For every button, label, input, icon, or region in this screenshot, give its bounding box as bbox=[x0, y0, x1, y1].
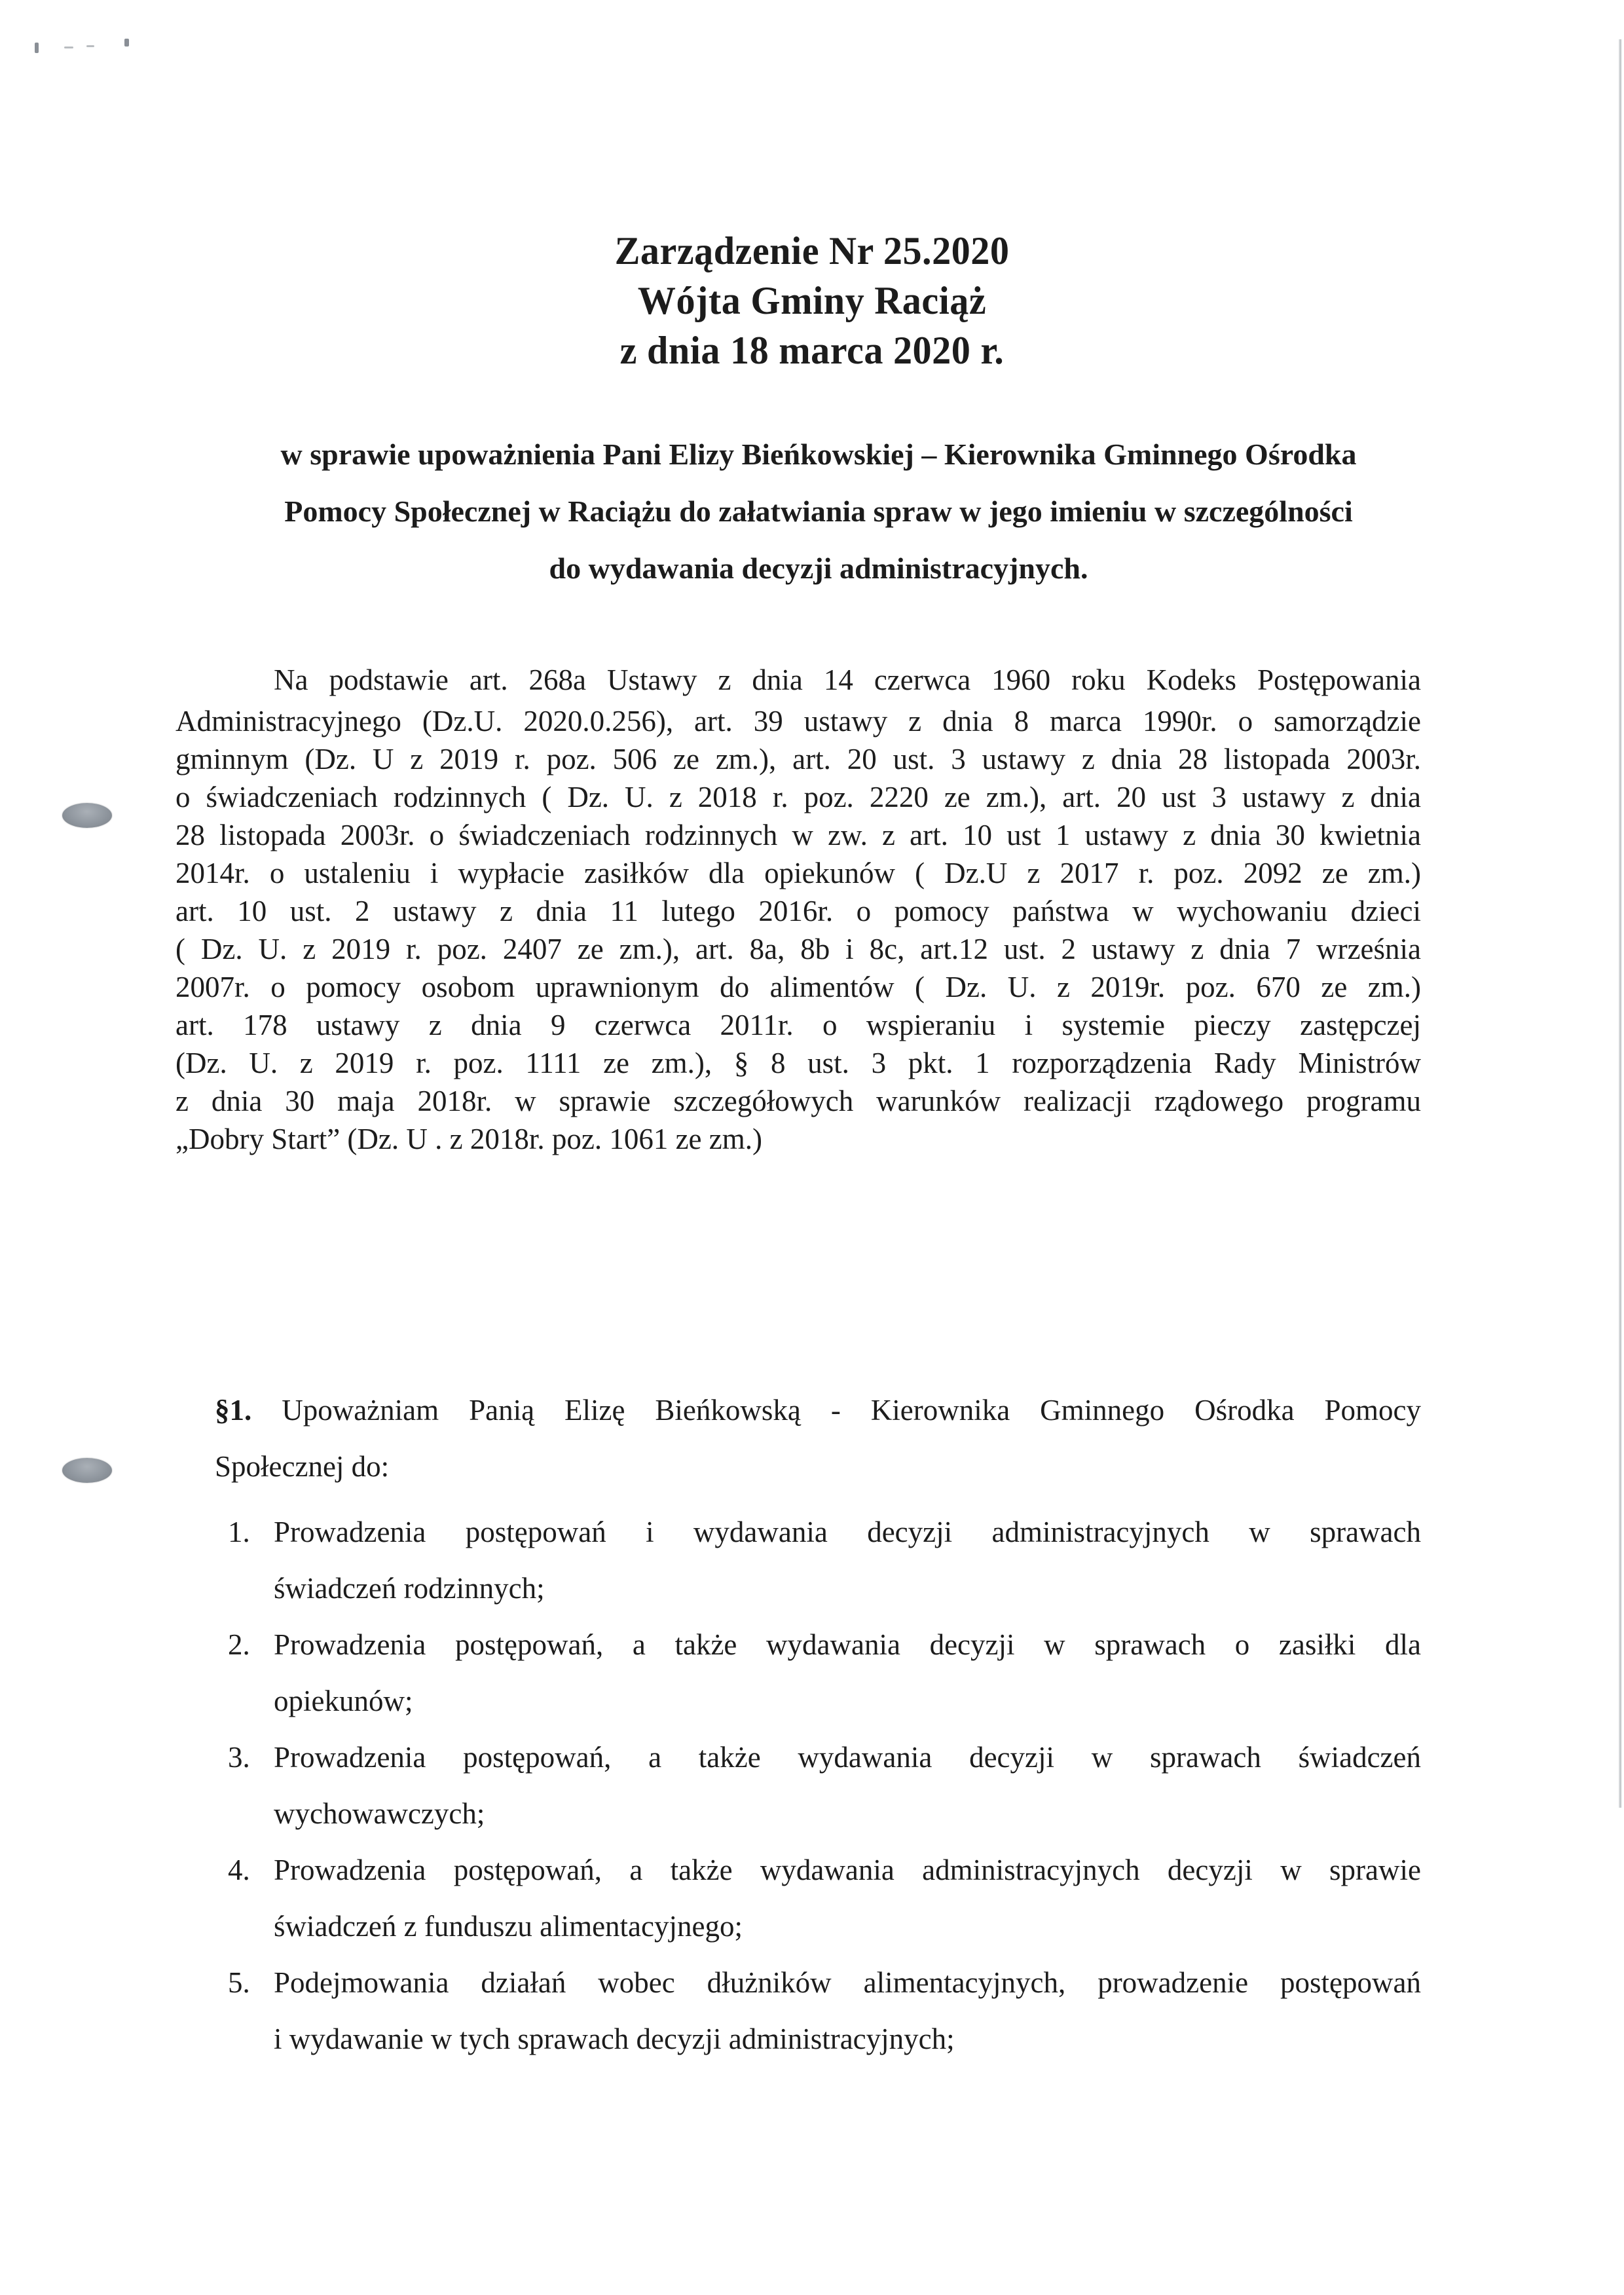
paragraph-line: Na podstawie art. 268a Ustawy z dnia 14 czerwca 1960 roku Kodeks Postępowania bbox=[274, 663, 1421, 696]
paragraph-line: 2007r. o pomocy osobom uprawnionym do alimentów ( Dz. U. z 2019r. poz. 670 ze zm.) bbox=[175, 971, 1421, 1003]
list-item-line: opiekunów; bbox=[274, 1685, 413, 1717]
paragraph-line: 2014r. o ustaleniu i wypłacie zasiłków dla opiekunów ( Dz.U z 2017 r. poz. 2092 ze zm.) bbox=[175, 857, 1421, 889]
list-item-line: wychowawczych; bbox=[274, 1797, 485, 1830]
section-1 bbox=[215, 1391, 1421, 1485]
paragraph-line: ( Dz. U. z 2019 r. poz. 2407 ze zm.), art. 8a, 8b i 8c, art.12 ust. 2 ustawy z dnia 7 września bbox=[175, 933, 1421, 965]
paragraph-line: z dnia 30 maja 2018r. w sprawie szczegółowych warunków realizacji rządowego programu bbox=[175, 1085, 1421, 1117]
paragraph-line: Administracyjnego (Dz.U. 2020.0.256), art. 39 ustawy z dnia 8 marca 1990r. o samorządzie bbox=[175, 705, 1421, 737]
section-1-second-line: Społecznej do: bbox=[215, 1450, 390, 1483]
subject-line: do wydawania decyzji administracyjnych. bbox=[549, 551, 1088, 585]
list-item-number: 3. bbox=[228, 1741, 250, 1774]
paragraph-line: gminnym (Dz. U z 2019 r. poz. 506 ze zm.), art. 20 ust. 3 ustawy z dnia 28 listopada 2003r. bbox=[175, 743, 1421, 775]
document-title bbox=[0, 226, 1624, 375]
list-item-number: 5. bbox=[228, 1966, 250, 1999]
paragraph-line: (Dz. U. z 2019 r. poz. 1111 ze zm.), § 8 ust. 3 pkt. 1 rozporządzenia Rady Ministrów bbox=[175, 1047, 1421, 1079]
title-line-issuer: Wójta Gminy Raciąż bbox=[637, 279, 987, 322]
paragraph-line: 28 listopada 2003r. o świadczeniach rodzinnych w zw. z art. 10 ust 1 ustawy z dnia 30 kwietnia bbox=[175, 819, 1421, 851]
list-item-line: i wydawanie w tych sprawach decyzji administracyjnych; bbox=[274, 2023, 955, 2055]
list-item-line: Prowadzenia postępowań, a także wydawania decyzji w sprawach świadczeń bbox=[274, 1741, 1421, 1774]
list-item-line: świadczeń rodzinnych; bbox=[274, 1572, 545, 1605]
list-item-number: 4. bbox=[228, 1854, 250, 1886]
paragraph-line: „Dobry Start” (Dz. U . z 2018r. poz. 1061 ze zm.) bbox=[175, 1123, 762, 1155]
legal-basis-paragraph bbox=[175, 662, 1421, 1159]
paragraph-line: art. 10 ust. 2 ustawy z dnia 11 lutego 2016r. o pomocy państwa w wychowaniu dzieci bbox=[175, 895, 1421, 927]
list-item-number: 2. bbox=[228, 1628, 250, 1661]
list-item-line: Podejmowania działań wobec dłużników alimentacyjnych, prowadzenie postępowań bbox=[274, 1966, 1421, 1999]
scan-corner-marks bbox=[33, 36, 138, 56]
list-item-number: 1. bbox=[228, 1516, 250, 1548]
list-item-line: Prowadzenia postępowań, a także wydawania administracyjnych decyzji w sprawie bbox=[274, 1854, 1421, 1886]
punch-hole-top bbox=[62, 803, 112, 828]
section-text: Upoważniam Panią Elizę Bieńkowską - Kierownika Gminnego Ośrodka Pomocy bbox=[282, 1394, 1421, 1427]
title-line-ordinance-number: Zarządzenie Nr 25.2020 bbox=[614, 229, 1010, 272]
paragraph-line: art. 178 ustawy z dnia 9 czerwca 2011r. o wspieraniu i systemie pieczy zastępczej bbox=[175, 1009, 1421, 1041]
punch-hole-bottom bbox=[62, 1458, 112, 1483]
list-item-line: Prowadzenia postępowań i wydawania decyzji administracyjnych w sprawach bbox=[274, 1516, 1421, 1548]
document-subject bbox=[196, 426, 1441, 597]
title-line-date: z dnia 18 marca 2020 r. bbox=[619, 329, 1005, 372]
list-item-line: świadczeń z funduszu alimentacyjnego; bbox=[274, 1910, 743, 1943]
paragraph-line: o świadczeniach rodzinnych ( Dz. U. z 2018 r. poz. 2220 ze zm.), art. 20 ust 3 ustawy z dnia bbox=[175, 781, 1421, 813]
section-number: §1. bbox=[215, 1394, 252, 1427]
subject-line: Pomocy Społecznej w Raciążu do załatwiania spraw w jego imieniu w szczególności bbox=[284, 494, 1353, 528]
list-item-line: Prowadzenia postępowań, a także wydawania decyzji w sprawach o zasiłki dla bbox=[274, 1628, 1421, 1661]
section-1-first-line bbox=[215, 1391, 1421, 1447]
subject-line: w sprawie upoważnienia Pani Elizy Bieńkowskiej – Kierownika Gminnego Ośrodka bbox=[280, 438, 1357, 471]
